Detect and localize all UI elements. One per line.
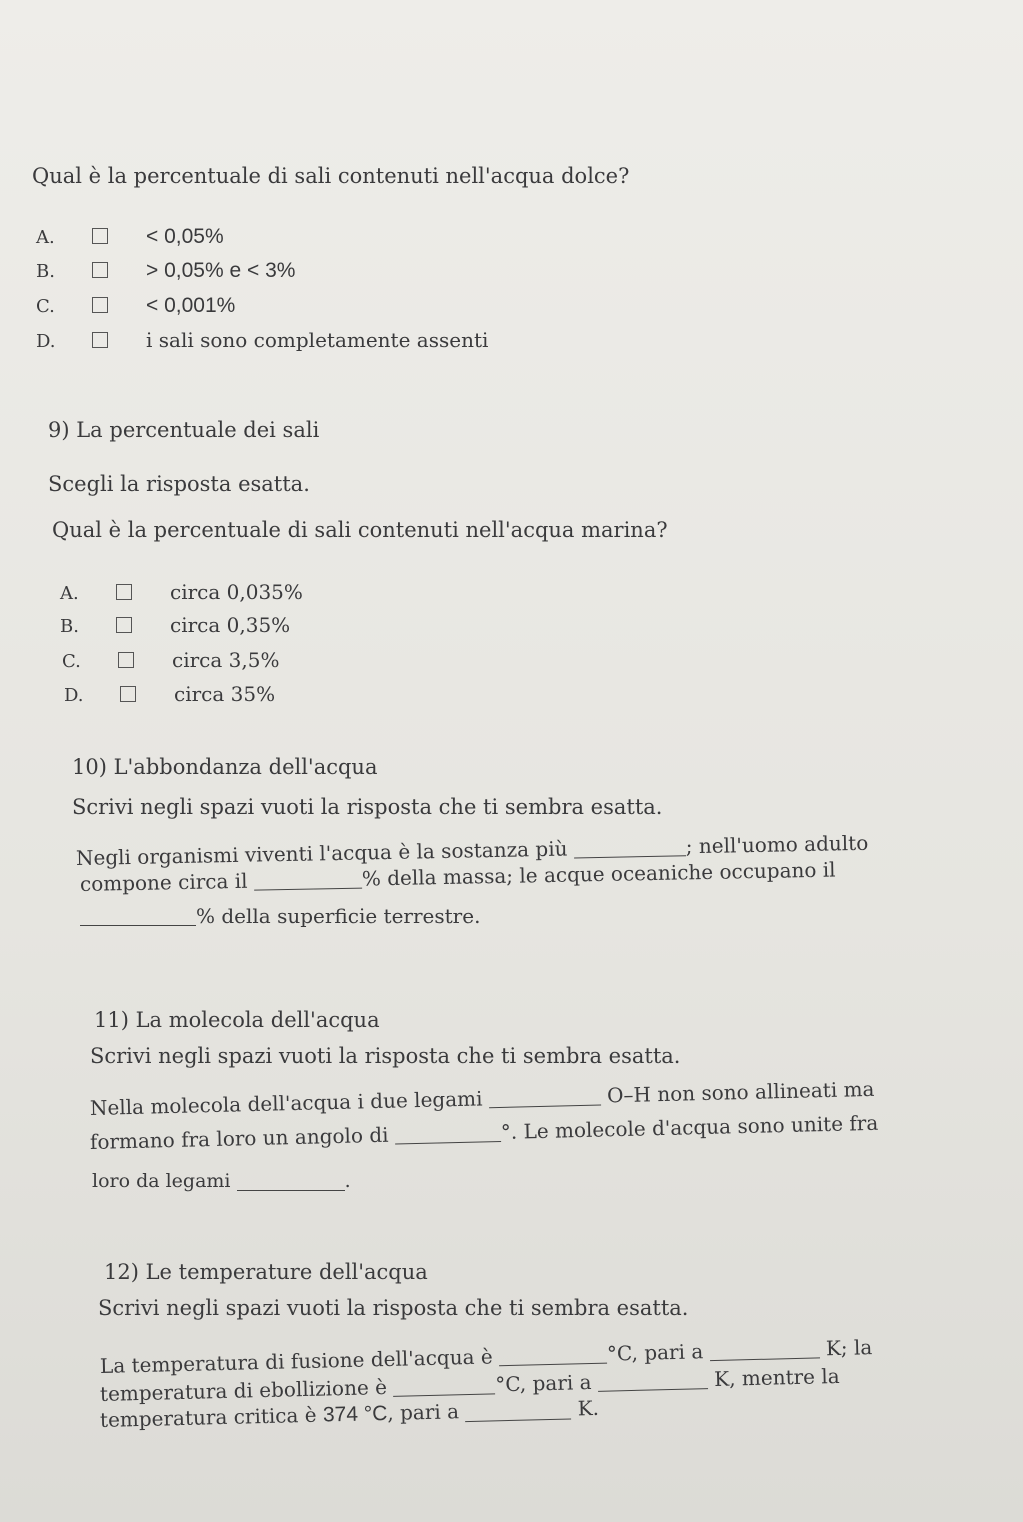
blank-field[interactable] [465,1400,571,1422]
checkbox[interactable] [92,332,108,348]
option-letter: D. [36,331,56,352]
option-text: circa 0,35% [170,613,291,637]
option-text: circa 3,5% [172,648,280,672]
checkbox[interactable] [92,228,108,244]
option-fresh-b[interactable] [36,260,295,281]
option-fresh-c[interactable] [36,295,235,316]
option-9-c[interactable] [62,650,279,671]
section-title-10: 10) L'abbondanza dell'acqua [72,755,378,779]
blank-field[interactable] [393,1375,495,1396]
option-9-d[interactable] [64,684,275,705]
question-fresh-water: Qual è la percentuale di sali contenuti nell'acqua dolce? [32,164,630,188]
option-letter: B. [60,616,79,637]
blank-field[interactable] [254,870,362,891]
text: formano fra loro un angolo di [89,1122,389,1154]
paragraph-11-line2 [89,1110,879,1154]
checkbox[interactable] [116,617,132,633]
option-text: > 0,05% e < 3% [146,259,296,282]
option-9-b[interactable] [60,615,290,636]
text: Negli organismi viventi l'acqua è la sostanza più [75,836,568,870]
section-title-9: 9) La percentuale dei sali [48,418,320,442]
blank-field[interactable] [395,1123,501,1145]
text: loro da legami [92,1170,231,1192]
text: K. [577,1395,600,1421]
text: % della massa; le acque oceaniche occupano il [361,857,836,891]
text: °. Le molecole d'acqua sono unite fra [500,1110,879,1144]
option-text: circa 35% [174,682,276,706]
text: temperatura critica è [99,1402,317,1432]
text: temperatura di ebollizione è [99,1374,388,1406]
option-text: circa 0,035% [170,580,303,604]
checkbox[interactable] [92,297,108,313]
checkbox[interactable] [116,584,132,600]
text: K, mentre la [713,1363,840,1391]
text: ; nell'uomo adulto [685,830,869,859]
blank-field[interactable] [598,1370,708,1392]
text: °C, pari a [606,1339,704,1366]
text: 374 °C [322,1401,388,1427]
paragraph-10-line3 [80,906,480,926]
paragraph-11-line1 [89,1076,875,1120]
paragraph-11-line3 [92,1172,351,1191]
text: O–H non sono allineati ma [606,1076,875,1108]
text: , pari a [387,1399,460,1425]
checkbox[interactable] [118,652,134,668]
blank-field[interactable] [574,837,686,858]
text: Nella molecola dell'acqua i due legami [89,1086,483,1120]
text: K; la [825,1335,873,1361]
blank-field[interactable] [709,1339,819,1361]
text: La temperatura di fusione dell'acqua è [99,1344,493,1378]
text: % della superficie terrestre. [196,904,481,928]
option-text: < 0,05% [146,225,224,248]
option-letter: A. [36,227,55,248]
question-9: Qual è la percentuale di sali contenuti nell'acqua marina? [52,518,668,542]
option-9-a[interactable] [60,582,303,603]
option-letter: C. [36,296,55,317]
checkbox[interactable] [92,262,108,278]
option-fresh-a[interactable] [36,226,224,247]
option-fresh-d[interactable] [36,330,488,351]
section-title-11: 11) La molecola dell'acqua [94,1008,380,1032]
blank-field[interactable] [80,907,196,926]
option-letter: C. [62,651,81,672]
blank-field[interactable] [499,1345,607,1367]
blank-field[interactable] [237,1172,345,1191]
option-letter: A. [60,583,79,604]
blank-field[interactable] [489,1087,601,1109]
text: compone circa il [79,868,248,896]
option-letter: B. [36,261,55,282]
text: °C, pari a [494,1369,592,1397]
instruction-11: Scrivi negli spazi vuoti la risposta che ti sembra esatta. [90,1044,681,1068]
option-letter: D. [64,685,84,706]
section-title-12: 12) Le temperature dell'acqua [104,1260,428,1284]
instruction-9: Scegli la risposta esatta. [48,472,310,496]
instruction-10: Scrivi negli spazi vuoti la risposta che ti sembra esatta. [72,795,663,819]
option-text: i sali sono completamente assenti [146,328,489,352]
instruction-12: Scrivi negli spazi vuoti la risposta che ti sembra esatta. [98,1296,689,1320]
option-text: < 0,001% [146,294,236,317]
text: . [344,1170,351,1192]
checkbox[interactable] [120,686,136,702]
